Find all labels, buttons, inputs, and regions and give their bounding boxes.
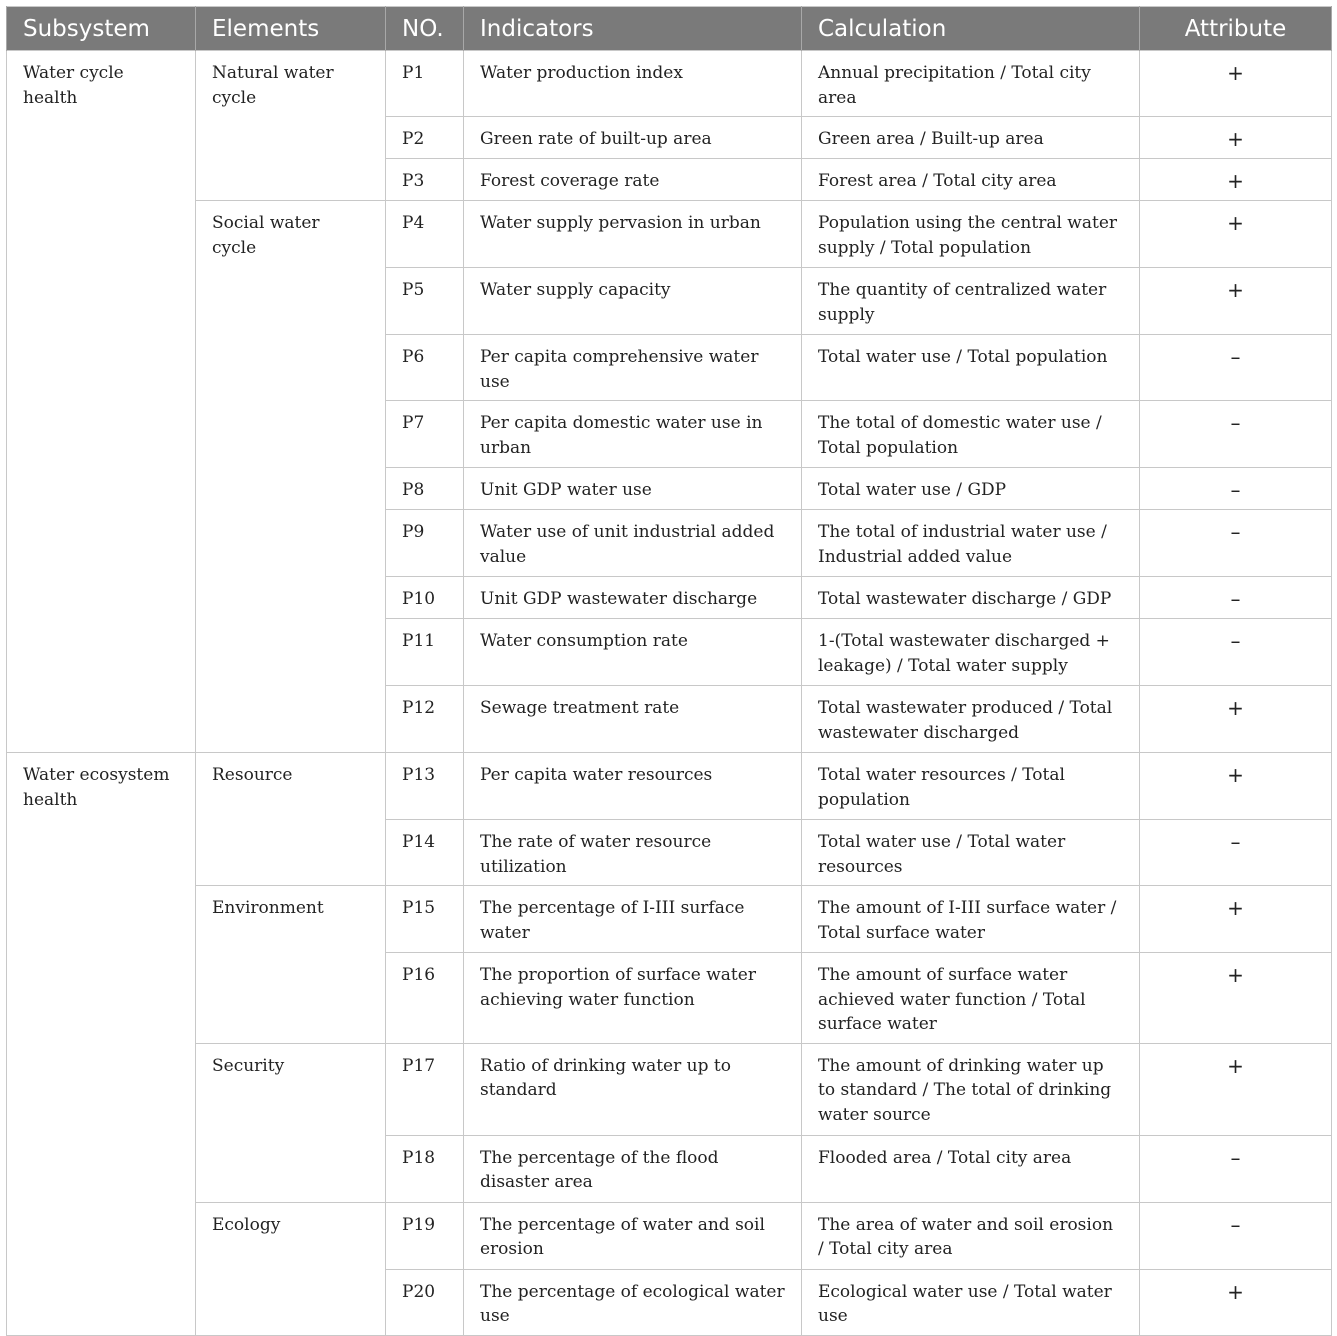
calculation-cell: Total water resources / Total population: [802, 753, 1140, 820]
attribute-cell: +: [1140, 686, 1332, 753]
calculation-cell: The amount of drinking water up to standard / The total of drinking water source: [802, 1043, 1140, 1135]
no-cell: P15: [386, 886, 464, 953]
calculation-cell: Total water use / GDP: [802, 468, 1140, 510]
calculation-cell: The amount of I-III surface water / Total surface water: [802, 886, 1140, 953]
attribute-cell: –: [1140, 1202, 1332, 1269]
calculation-cell: The amount of surface water achieved water function / Total surface water: [802, 953, 1140, 1044]
attribute-cell: –: [1140, 510, 1332, 577]
element-cell: Natural water cycle: [196, 51, 386, 201]
element-cell: Social water cycle: [196, 201, 386, 753]
indicator-cell: Water supply capacity: [464, 268, 802, 335]
indicator-cell: Ratio of drinking water up to standard: [464, 1043, 802, 1135]
indicator-cell: Water supply pervasion in urban: [464, 201, 802, 268]
indicator-cell: The percentage of the flood disaster area: [464, 1135, 802, 1202]
no-cell: P11: [386, 619, 464, 686]
attribute-cell: –: [1140, 1135, 1332, 1202]
calculation-cell: Total wastewater produced / Total wastewater discharged: [802, 686, 1140, 753]
indicator-cell: Unit GDP water use: [464, 468, 802, 510]
header-attribute: Attribute: [1140, 7, 1332, 51]
indicator-cell: The percentage of I-III surface water: [464, 886, 802, 953]
indicator-cell: Per capita domestic water use in urban: [464, 401, 802, 468]
table-row: [7, 1043, 1332, 1135]
indicator-cell: Water use of unit industrial added value: [464, 510, 802, 577]
no-cell: P5: [386, 268, 464, 335]
attribute-cell: –: [1140, 468, 1332, 510]
no-cell: P2: [386, 117, 464, 159]
table-row: [7, 753, 1332, 820]
indicator-cell: Sewage treatment rate: [464, 686, 802, 753]
calculation-cell: Forest area / Total city area: [802, 159, 1140, 201]
element-cell: Ecology: [196, 1202, 386, 1335]
attribute-cell: –: [1140, 335, 1332, 401]
indicator-cell: The proportion of surface water achieving water function: [464, 953, 802, 1044]
indicator-cell: Per capita water resources: [464, 753, 802, 820]
attribute-cell: +: [1140, 268, 1332, 335]
no-cell: P19: [386, 1202, 464, 1269]
attribute-cell: +: [1140, 51, 1332, 117]
calculation-cell: The total of industrial water use / Industrial added value: [802, 510, 1140, 577]
indicator-cell: Per capita comprehensive water use: [464, 335, 802, 401]
indicator-cell: The percentage of water and soil erosion: [464, 1202, 802, 1269]
no-cell: P8: [386, 468, 464, 510]
attribute-cell: +: [1140, 1043, 1332, 1135]
attribute-cell: +: [1140, 117, 1332, 159]
calculation-cell: Green area / Built-up area: [802, 117, 1140, 159]
no-cell: P9: [386, 510, 464, 577]
calculation-cell: Ecological water use / Total water use: [802, 1269, 1140, 1335]
table-row: [7, 886, 1332, 953]
no-cell: P13: [386, 753, 464, 820]
calculation-cell: Annual precipitation / Total city area: [802, 51, 1140, 117]
attribute-cell: –: [1140, 577, 1332, 619]
indicator-cell: Unit GDP wastewater discharge: [464, 577, 802, 619]
header-elements: Elements: [196, 7, 386, 51]
no-cell: P4: [386, 201, 464, 268]
element-cell: Security: [196, 1043, 386, 1202]
indicator-cell: The rate of water resource utilization: [464, 820, 802, 886]
no-cell: P20: [386, 1269, 464, 1335]
no-cell: P6: [386, 335, 464, 401]
element-cell: Environment: [196, 886, 386, 1044]
attribute-cell: –: [1140, 619, 1332, 686]
no-cell: P16: [386, 953, 464, 1044]
subsystem-cell: Water ecosystem health: [7, 753, 196, 1336]
header-row: [7, 7, 1332, 51]
attribute-cell: +: [1140, 1269, 1332, 1335]
header-calculation: Calculation: [802, 7, 1140, 51]
header-no: NO.: [386, 7, 464, 51]
attribute-cell: –: [1140, 820, 1332, 886]
no-cell: P12: [386, 686, 464, 753]
calculation-cell: The total of domestic water use / Total population: [802, 401, 1140, 468]
no-cell: P7: [386, 401, 464, 468]
attribute-cell: +: [1140, 201, 1332, 268]
calculation-cell: Total water use / Total water resources: [802, 820, 1140, 886]
calculation-cell: Total wastewater discharge / GDP: [802, 577, 1140, 619]
indicator-cell: Forest coverage rate: [464, 159, 802, 201]
no-cell: P17: [386, 1043, 464, 1135]
calculation-cell: The area of water and soil erosion / Total city area: [802, 1202, 1140, 1269]
indicator-table: [6, 6, 1332, 1336]
subsystem-cell: Water cycle health: [7, 51, 196, 753]
no-cell: P1: [386, 51, 464, 117]
table-row: [7, 51, 1332, 117]
no-cell: P18: [386, 1135, 464, 1202]
indicator-cell: The percentage of ecological water use: [464, 1269, 802, 1335]
calculation-cell: 1-(Total wastewater discharged + leakage) / Total water supply: [802, 619, 1140, 686]
attribute-cell: +: [1140, 886, 1332, 953]
attribute-cell: +: [1140, 953, 1332, 1044]
attribute-cell: –: [1140, 401, 1332, 468]
indicator-cell: Water consumption rate: [464, 619, 802, 686]
element-cell: Resource: [196, 753, 386, 886]
header-subsystem: Subsystem: [7, 7, 196, 51]
calculation-cell: Total water use / Total population: [802, 335, 1140, 401]
table-row: [7, 201, 1332, 268]
indicator-cell: Water production index: [464, 51, 802, 117]
calculation-cell: Flooded area / Total city area: [802, 1135, 1140, 1202]
no-cell: P10: [386, 577, 464, 619]
no-cell: P14: [386, 820, 464, 886]
calculation-cell: Population using the central water supply / Total population: [802, 201, 1140, 268]
calculation-cell: The quantity of centralized water supply: [802, 268, 1140, 335]
attribute-cell: +: [1140, 159, 1332, 201]
indicator-cell: Green rate of built-up area: [464, 117, 802, 159]
header-indicators: Indicators: [464, 7, 802, 51]
table-row: [7, 1202, 1332, 1269]
attribute-cell: +: [1140, 753, 1332, 820]
no-cell: P3: [386, 159, 464, 201]
